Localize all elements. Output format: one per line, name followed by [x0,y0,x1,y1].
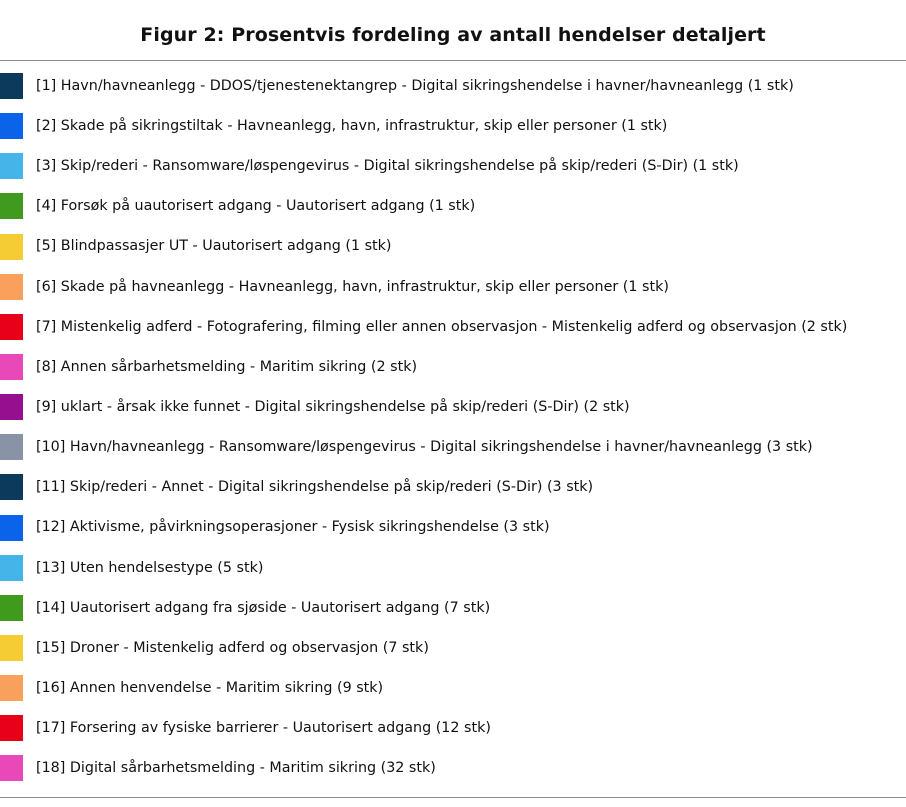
chart-title: Figur 2: Prosentvis fordeling av antall hendelser detaljert [140,24,766,46]
legend-swatch [0,234,23,260]
legend-label: [8] Annen sårbarhetsmelding - Maritim sikring (2 stk) [36,358,418,375]
legend-label: [14] Uautorisert adgang fra sjøside - Uautorisert adgang (7 stk) [36,599,491,616]
chart-legend [0,66,906,789]
legend-item [0,508,906,548]
legend-label: [16] Annen henvendelse - Maritim sikring (9 stk) [36,680,384,697]
legend-swatch [0,595,23,621]
legend-swatch [0,394,23,420]
legend-swatch [0,715,23,741]
legend-label: [12] Aktivisme, påvirkningsoperasjoner - Fysisk sikringshendelse (3 stk) [36,519,550,536]
legend-swatch [0,635,23,661]
legend-swatch [0,675,23,701]
legend-item [0,628,906,668]
legend-item [0,307,906,347]
legend-swatch [0,354,23,380]
legend-label: [17] Forsering av fysiske barrierer - Uautorisert adgang (12 stk) [36,720,491,737]
legend-swatch [0,113,23,139]
legend-item [0,186,906,226]
legend-label: [4] Forsøk på uautorisert adgang - Uautorisert adgang (1 stk) [36,198,476,215]
legend-swatch [0,314,23,340]
legend-swatch [0,274,23,300]
legend-label: [11] Skip/rederi - Annet - Digital sikringshendelse på skip/rederi (S-Dir) (3 stk) [36,479,594,496]
legend-swatch [0,474,23,500]
legend-swatch [0,515,23,541]
legend-swatch [0,153,23,179]
legend-label: [9] uklart - årsak ikke funnet - Digital sikringshendelse på skip/rederi (S-Dir) (2 stk) [36,399,630,416]
legend-label: [2] Skade på sikringstiltak - Havneanlegg, havn, infrastruktur, skip eller personer (1 stk) [36,118,668,135]
legend-item [0,146,906,186]
legend-label: [13] Uten hendelsestype (5 stk) [36,559,264,576]
legend-item [0,387,906,427]
legend-item [0,347,906,387]
legend-item [0,588,906,628]
legend-swatch [0,193,23,219]
legend-item [0,66,906,106]
legend-item [0,267,906,307]
legend-swatch [0,434,23,460]
legend-label: [10] Havn/havneanlegg - Ransomware/løspengevirus - Digital sikringshendelse i havner/havneanlegg (3 stk) [36,439,813,456]
legend-item [0,106,906,146]
legend-bottom-divider [0,797,906,798]
legend-item [0,467,906,507]
legend-label: [15] Droner - Mistenkelig adferd og observasjon (7 stk) [36,639,429,656]
legend-top-divider [0,60,906,61]
legend-item [0,227,906,267]
legend-label: [1] Havn/havneanlegg - DDOS/tjenestenektangrep - Digital sikringshendelse i havner/havneanlegg (1 stk) [36,77,794,94]
legend-label: [7] Mistenkelig adferd - Fotografering, filming eller annen observasjon - Mistenkelig adferd og observasjon (2 stk) [36,318,848,335]
legend-label: [3] Skip/rederi - Ransomware/løspengevirus - Digital sikringshendelse på skip/rederi (S-Dir) (1 stk) [36,158,739,175]
legend-item [0,668,906,708]
legend-item [0,548,906,588]
legend-item [0,427,906,467]
legend-swatch [0,555,23,581]
legend-swatch [0,755,23,781]
legend-item [0,708,906,748]
legend-label: [6] Skade på havneanlegg - Havneanlegg, havn, infrastruktur, skip eller personer (1 stk) [36,278,669,295]
legend-item [0,748,906,788]
legend-label: [5] Blindpassasjer UT - Uautorisert adgang (1 stk) [36,238,392,255]
legend-label: [18] Digital sårbarhetsmelding - Maritim sikring (32 stk) [36,760,436,777]
legend-swatch [0,73,23,99]
